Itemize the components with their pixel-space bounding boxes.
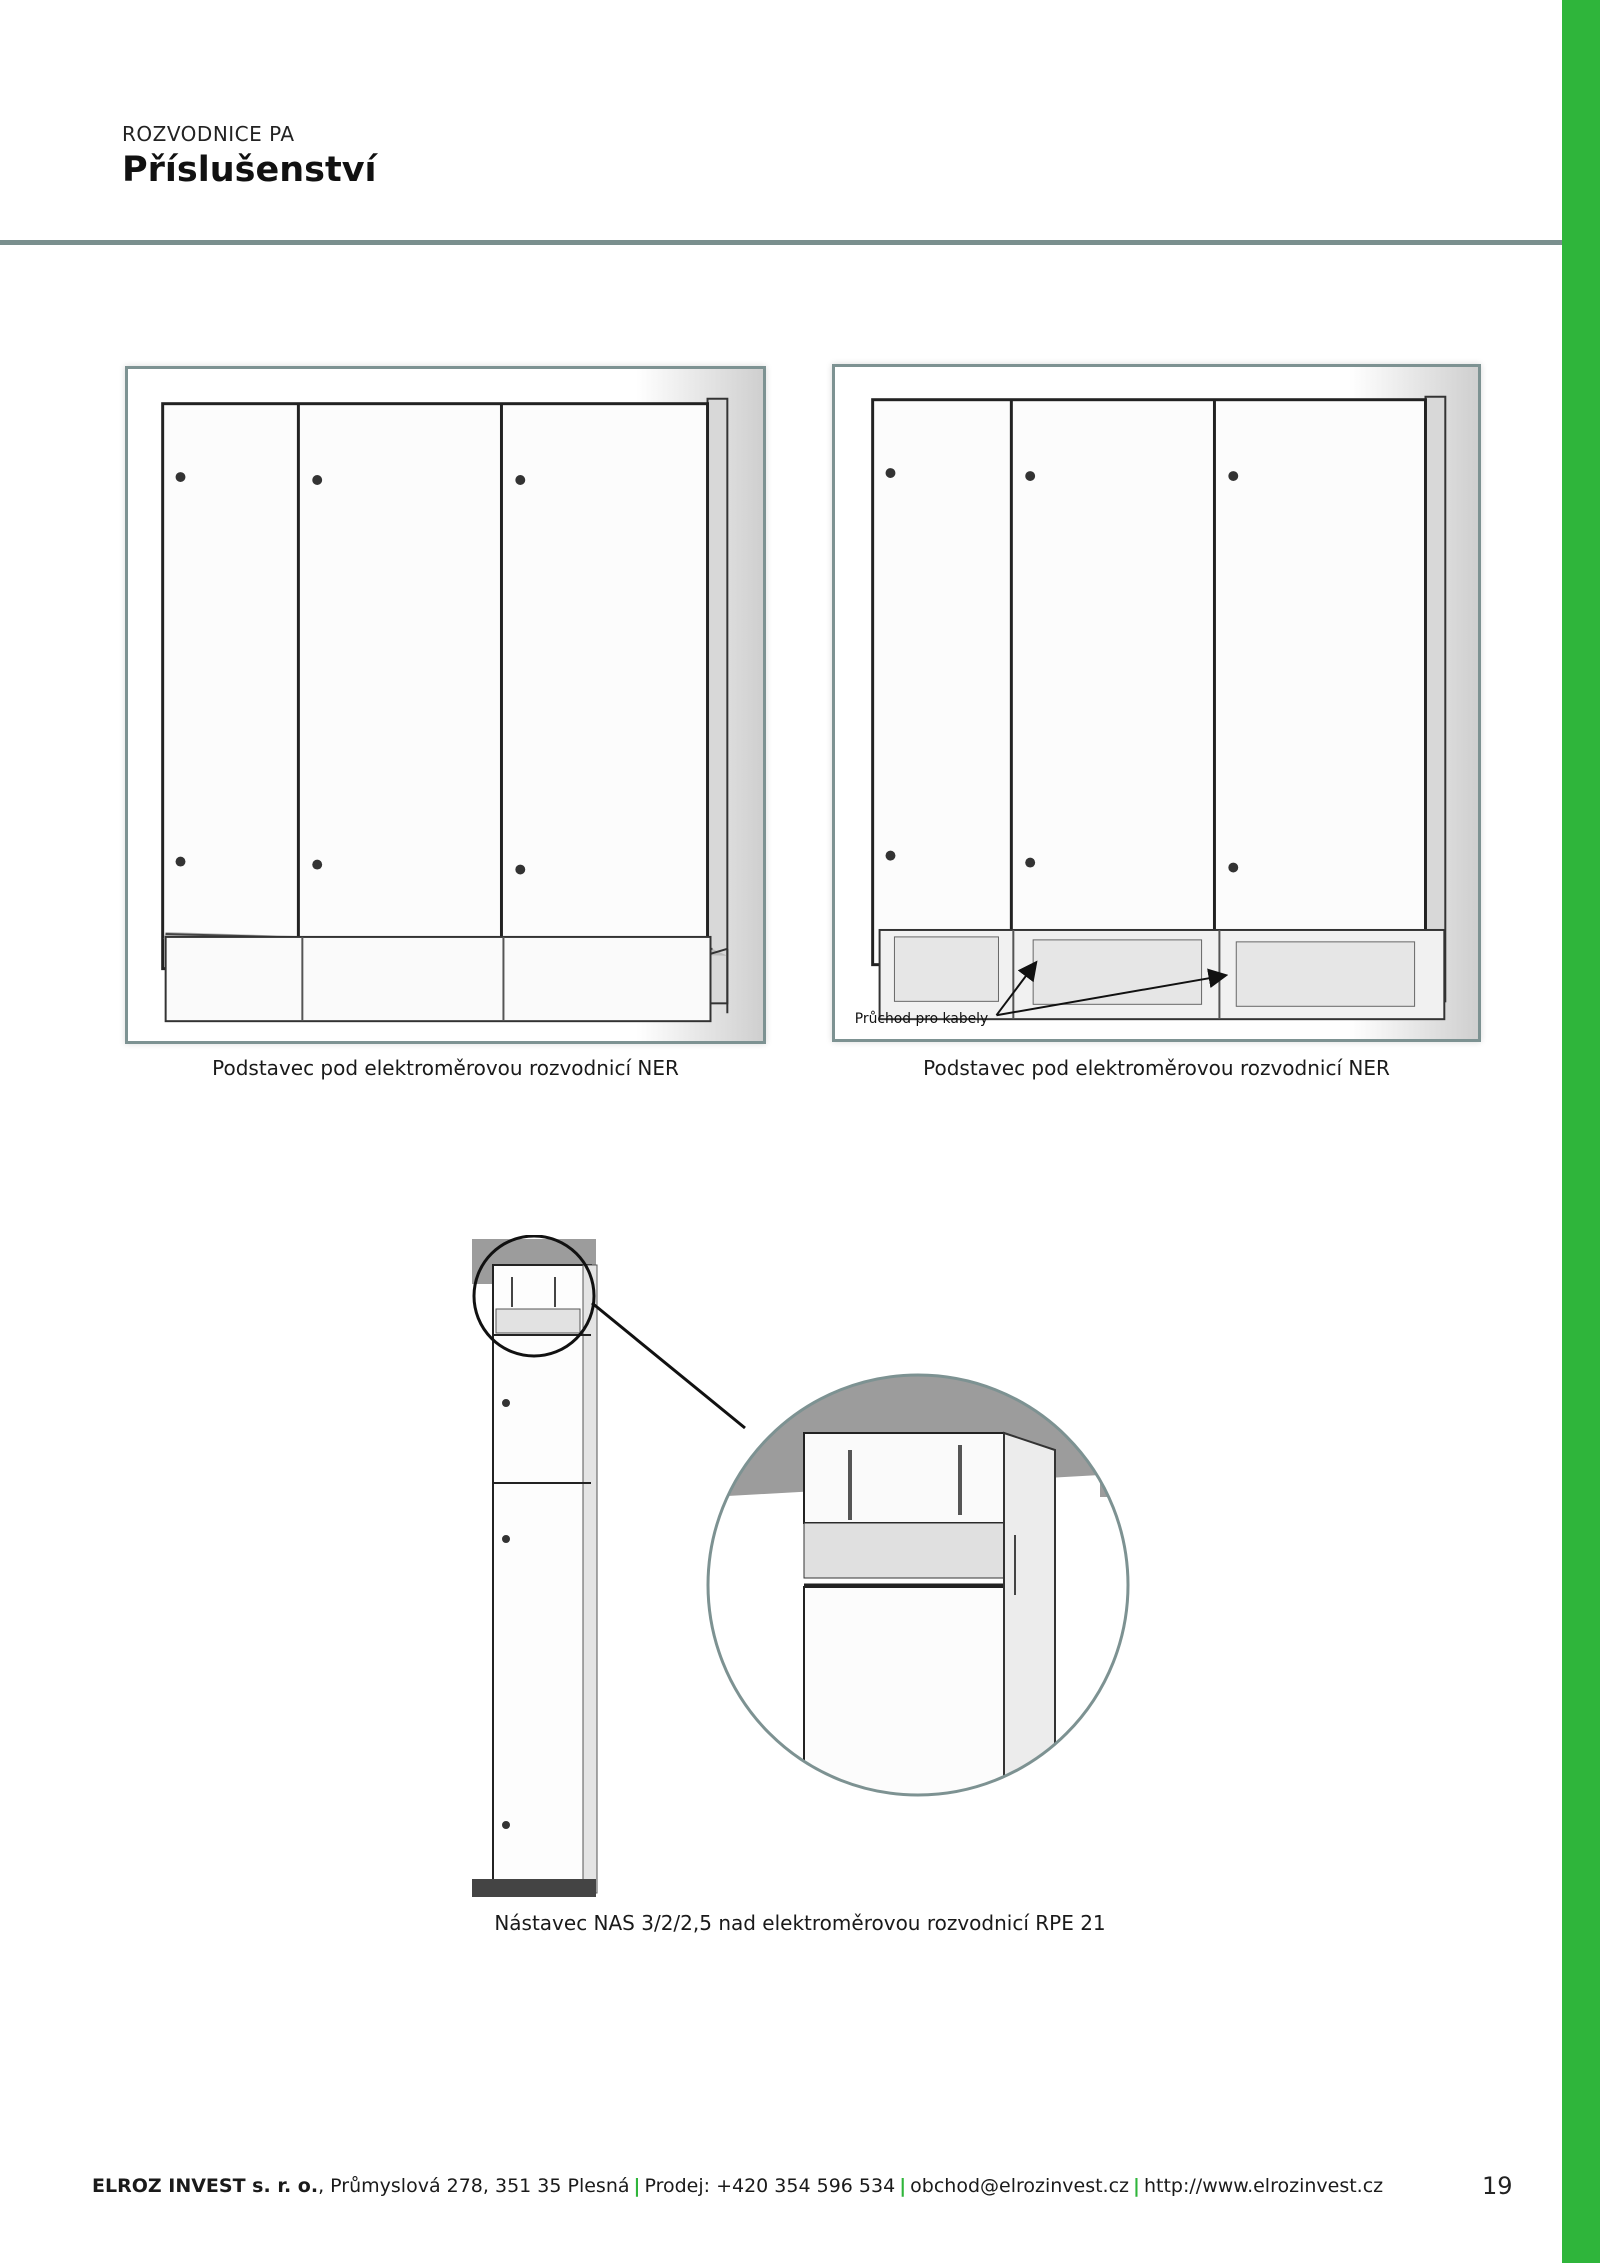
footer-web-link[interactable]: http://www.elrozinvest.cz <box>1143 2175 1384 2197</box>
cabinet-drawing-1 <box>128 369 763 1041</box>
figure-2-caption: Podstavec pod elektroměrovou rozvodnicí NER <box>923 1056 1390 1080</box>
green-side-bar <box>1562 0 1600 2263</box>
header-divider <box>0 240 1562 245</box>
cable-passage-callout: Průchod pro kabely <box>854 1011 989 1028</box>
figure-3-image <box>460 1235 1140 1900</box>
footer-contact: ELROZ INVEST s. r. o., Průmyslová 278, 351 35 Plesná | Prodej: +420 354 596 534 | obchod@elrozinvest.cz | http://www.elrozinvest.cz <box>92 2175 1384 2197</box>
figure-3-caption: Nástavec NAS 3/2/2,5 nad elektroměrovou rozvodnicí RPE 21 <box>494 1911 1106 1935</box>
extension-drawing <box>460 1235 1140 1900</box>
cabinet-drawing-2 <box>835 367 1478 1039</box>
footer-email[interactable]: obchod@elrozinvest.cz <box>910 2175 1130 2197</box>
figure-1-image <box>125 366 766 1044</box>
figure-1-caption: Podstavec pod elektroměrovou rozvodnicí NER <box>212 1056 679 1080</box>
footer-address: , Průmyslová 278, 351 35 Plesná <box>318 2175 630 2197</box>
footer-company: ELROZ INVEST s. r. o. <box>92 2175 319 2197</box>
page-title: Příslušenství <box>122 150 377 190</box>
page-number: 19 <box>1482 2172 1513 2200</box>
footer-phone: Prodej: +420 354 596 534 <box>644 2175 896 2197</box>
section-label: ROZVODNICE PA <box>122 122 295 146</box>
figure-2-image <box>832 364 1481 1042</box>
